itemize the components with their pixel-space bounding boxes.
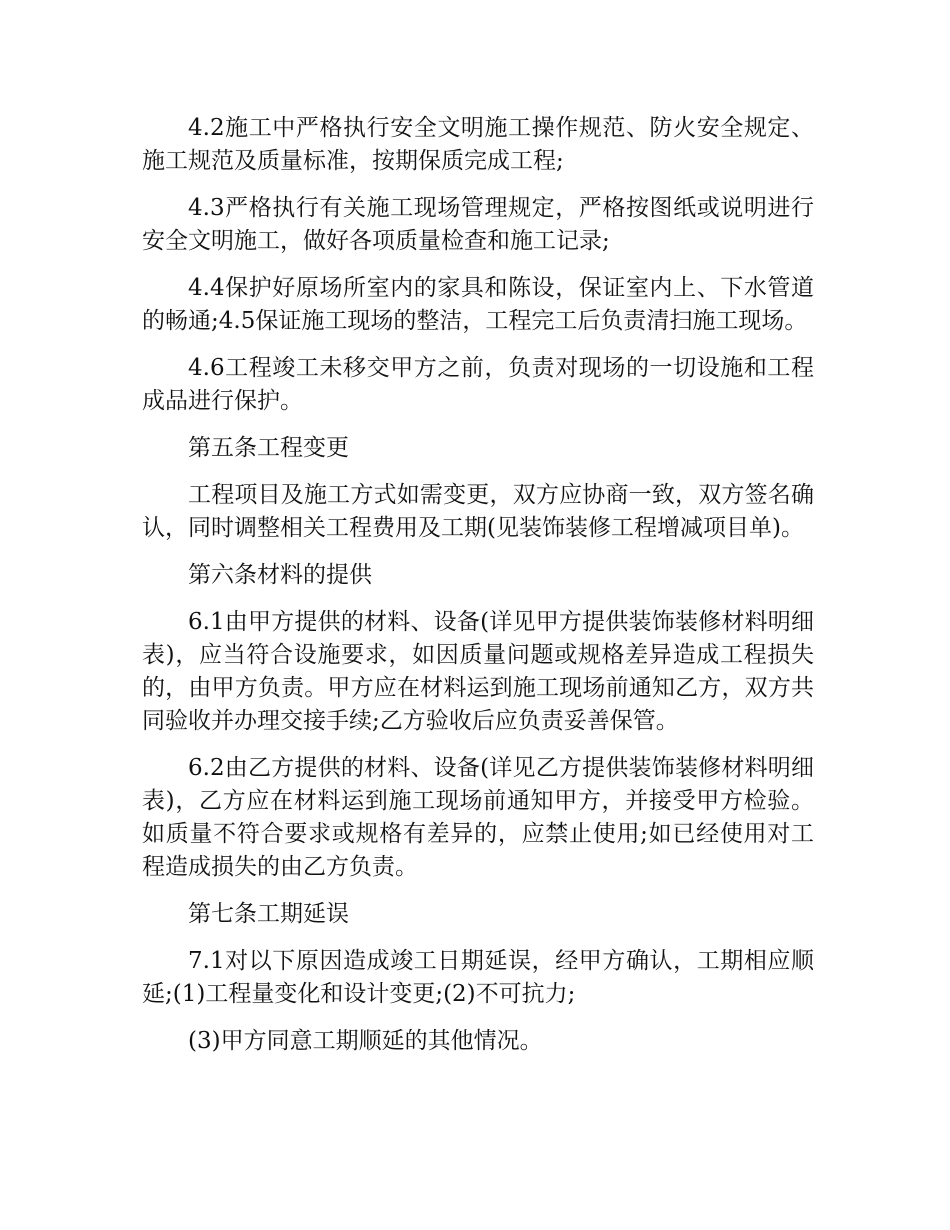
clause-6-1: 6.1由甲方提供的材料、设备(详见甲方提供装饰装修材料明细表)，应当符合设施要求，如因质量问题或规格差异造成工程损失的，由甲方负责。甲方应在材料运到施工现场前通知乙方，双方共同验收并办理交接手续;乙方验收后应负责妥善保管。 [142,609,814,734]
clause-6-2: 6.2由乙方提供的材料、设备(详见乙方提供装饰装修材料明细表)，乙方应在材料运到施工现场前通知甲方，并接受甲方检验。如质量不符合要求或规格有差异的，应禁止使用;如已经使用对工程造成损失的由乙方负责。 [142,755,814,880]
article-5-heading: 第五条工程变更 [188,435,349,461]
clause-7-1: 7.1对以下原因造成竣工日期延误，经甲方确认，工期相应顺延;(1)工程量变化和设计变更;(2)不可抗力; [142,948,814,1007]
clause-4-3: 4.3严格执行有关施工现场管理规定，严格按图纸或说明进行安全文明施工，做好各项质量检查和施工记录; [142,195,814,254]
clause-4-2: 4.2施工中严格执行安全文明施工操作规范、防火安全规定、施工规范及质量标准，按期保质完成工程; [142,115,814,174]
document-page [142,112,814,1072]
clause-4-4-4-5: 4.4保护好原场所室内的家具和陈设，保证室内上、下水管道的畅通;4.5保证施工现场的整洁，工程完工后负责清扫施工现场。 [142,275,814,334]
clause-7-1-item-3: (3)甲方同意工期顺延的其他情况。 [188,1028,543,1054]
clause-4-6: 4.6工程竣工未移交甲方之前，负责对现场的一切设施和工程成品进行保护。 [142,355,814,414]
article-7-heading: 第七条工期延误 [188,901,349,927]
article-5-body: 工程项目及施工方式如需变更，双方应协商一致，双方签名确认，同时调整相关工程费用及工期(见装饰装修工程增减项目单)。 [142,482,814,541]
article-6-heading: 第六条材料的提供 [188,562,372,588]
